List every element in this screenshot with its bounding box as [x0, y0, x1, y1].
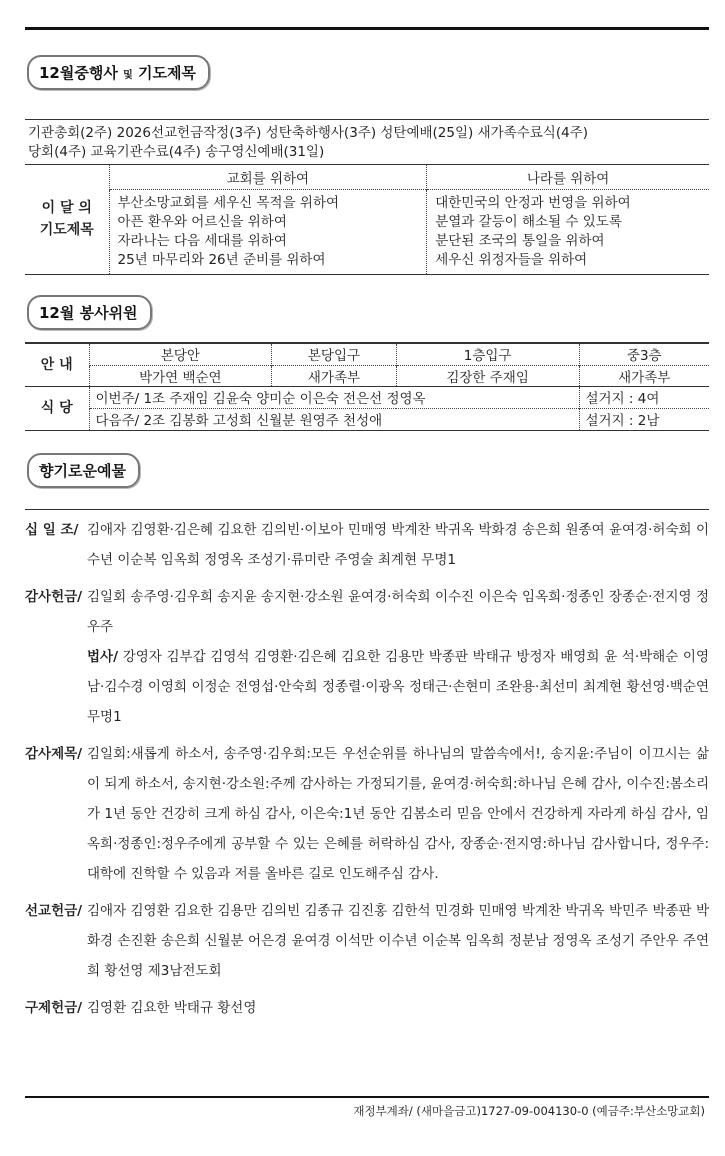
- offering-label: 십 일 조/: [25, 522, 79, 538]
- cafeteria-row: 다음주/ 2조 김봉화 고성희 신월분 원영주 천성애: [89, 408, 579, 430]
- column-value: 박가연 백순연: [89, 365, 272, 386]
- prayer-item: 대한민국의 안정과 번영을 위하여: [435, 194, 631, 211]
- guide-label: 안 내: [40, 356, 73, 373]
- prayer-table: [25, 165, 709, 274]
- bottom-rule: [25, 1096, 709, 1098]
- offering-label: 구제헌금/: [25, 1000, 83, 1016]
- volunteers-section: [25, 342, 709, 431]
- section-title-volunteers: 12월 봉사위원: [27, 295, 152, 330]
- title-small: 및: [123, 70, 133, 81]
- offering-entry: [25, 739, 709, 889]
- cafeteria-row: 이번주/ 1조 주재임 김윤숙 양미순 이은숙 전은선 정영옥: [89, 386, 579, 408]
- nation-items: [427, 189, 709, 274]
- sub-offering: [87, 642, 709, 732]
- nation-header: 나라를 위하여: [427, 165, 709, 189]
- title-text: 12월중행사: [39, 64, 118, 82]
- column-header: 본당입구: [272, 344, 397, 365]
- prayer-item: 25년 마무리와 26년 준비를 위하여: [117, 251, 326, 268]
- section-title-offerings: 향기로운예물: [27, 453, 140, 488]
- title-text-end: 기도제목: [137, 64, 196, 82]
- prayer-item: 부산소망교회를 세우신 목적을 위하여: [117, 194, 340, 211]
- offering-text: 김영환 김요한 박태규 황선영: [87, 1000, 257, 1016]
- column-value: 새가족부: [579, 365, 709, 386]
- offering-label: 감사제목/: [25, 746, 83, 762]
- church-items: [109, 189, 427, 274]
- events-line: 당회(4주) 교육기관수료(4주) 송구영신예배(31일): [28, 144, 325, 160]
- offering-text: 김애자 김영환 김요한 김용만 김의빈 김종규 김진홍 김한석 민경화 민매영 박계찬 박귀옥 박민주 박종판 박화경 손진환 송은희 신월분 어은경 윤여경 이석만 이수년 이순복 임옥희 정분남 정영옥 조성기 주안우 주연희 황선영 제3남전도회: [87, 903, 709, 979]
- top-rule: [25, 27, 709, 30]
- offering-text: 김일회:새롭게 하소서, 송주영·김우희:모든 우선순위를 하나님의 말씀속에서!, 송지윤:주님이 이끄시는 삶이 되게 하소서, 송지현·강소원:주께 감사하는 가정되기를, 윤여경·허숙희:하나님 은혜 감사, 이수진:봄소리가 1년 동안 건강히 크게 하심 감사, 이은숙:1년 동안 김봄소리 믿음 안에서 건강하게 자라게 하심 감사, 임옥희·정종인:정우주에게 공부할 수 있는 은혜를 허락하심 감사, 장종순·전지영:하나님 감사합니다, 정우주:대학에 진학할 수 있음과 저를 올바른 길로 인도해주심 감사.: [87, 746, 709, 882]
- column-header: 1층입구: [396, 344, 579, 365]
- column-header: 중3층: [579, 344, 709, 365]
- events-line: 기관총회(2주) 2026선교헌금작정(3주) 성탄축하행사(3주) 성탄예배(25일) 새가족수료식(4주): [28, 125, 588, 141]
- offering-text: 김애자 김영환·김은혜 김요한 김의빈·이보아 민매영 박계찬 박귀옥 박화경 송은희 원종여 윤여경·허숙희 이수년 이순복 임옥희 정영옥 조성기·류미란 주영술 최계현 무명1: [87, 522, 709, 568]
- offering-entry: [25, 896, 709, 986]
- prayer-item: 세우신 위정자들을 위하여: [435, 251, 588, 268]
- dish-duty: 설거지 : 2남: [579, 408, 709, 430]
- volunteers-table: [25, 344, 709, 430]
- events-section: [25, 119, 709, 275]
- offerings-list: [25, 515, 709, 1030]
- column-header: 본당안: [89, 344, 272, 365]
- offering-label: 선교헌금/: [25, 903, 83, 919]
- offering-text: 김일회 송주영·김우희 송지윤 송지현·강소원 윤여경·허숙희 이수진 이은숙 임옥희·정종인 장종순·전지영 정우주: [87, 589, 709, 635]
- prayer-item: 분단된 조국의 통일을 위하여: [435, 232, 605, 249]
- prayer-label: 기도제목: [39, 222, 94, 239]
- bank-account: 재정부계좌/ (새마을금고)1727-09-004130-0 (예금주:부산소망교회): [353, 1104, 705, 1118]
- offering-entry: [25, 582, 709, 732]
- prayer-label: 이 달 의: [41, 200, 92, 217]
- column-value: 새가족부: [272, 365, 397, 386]
- cafeteria-label: 식 당: [40, 400, 73, 417]
- church-header: 교회를 위하여: [109, 165, 427, 189]
- column-value: 김장한 주재임: [396, 365, 579, 386]
- sub-offering-label: 법사/: [87, 649, 119, 665]
- offering-entry: [25, 515, 709, 575]
- section-title-events: [27, 55, 210, 90]
- offering-label: 감사헌금/: [25, 589, 83, 605]
- prayer-item: 분열과 갈등이 해소될 수 있도록: [435, 213, 622, 230]
- sub-offering-text: 강영자 김부갑 김영석 김영환·김은혜 김요한 김용만 박종판 박태규 방정자 배영희 윤 석·박해순 이영남·김수경 이영희 이정순 전영섭·안숙희 정종렬·이광옥 정태근·손현미 조완용·최선미 최계현 황선영·백순연 무명1: [87, 649, 709, 725]
- dish-duty: 설거지 : 4여: [579, 386, 709, 408]
- offering-entry: [25, 993, 709, 1023]
- offerings-rule: [25, 509, 709, 510]
- prayer-item: 아픈 환우와 어르신을 위하여: [117, 213, 287, 230]
- prayer-item: 자라나는 다음 세대를 위하여: [117, 232, 287, 249]
